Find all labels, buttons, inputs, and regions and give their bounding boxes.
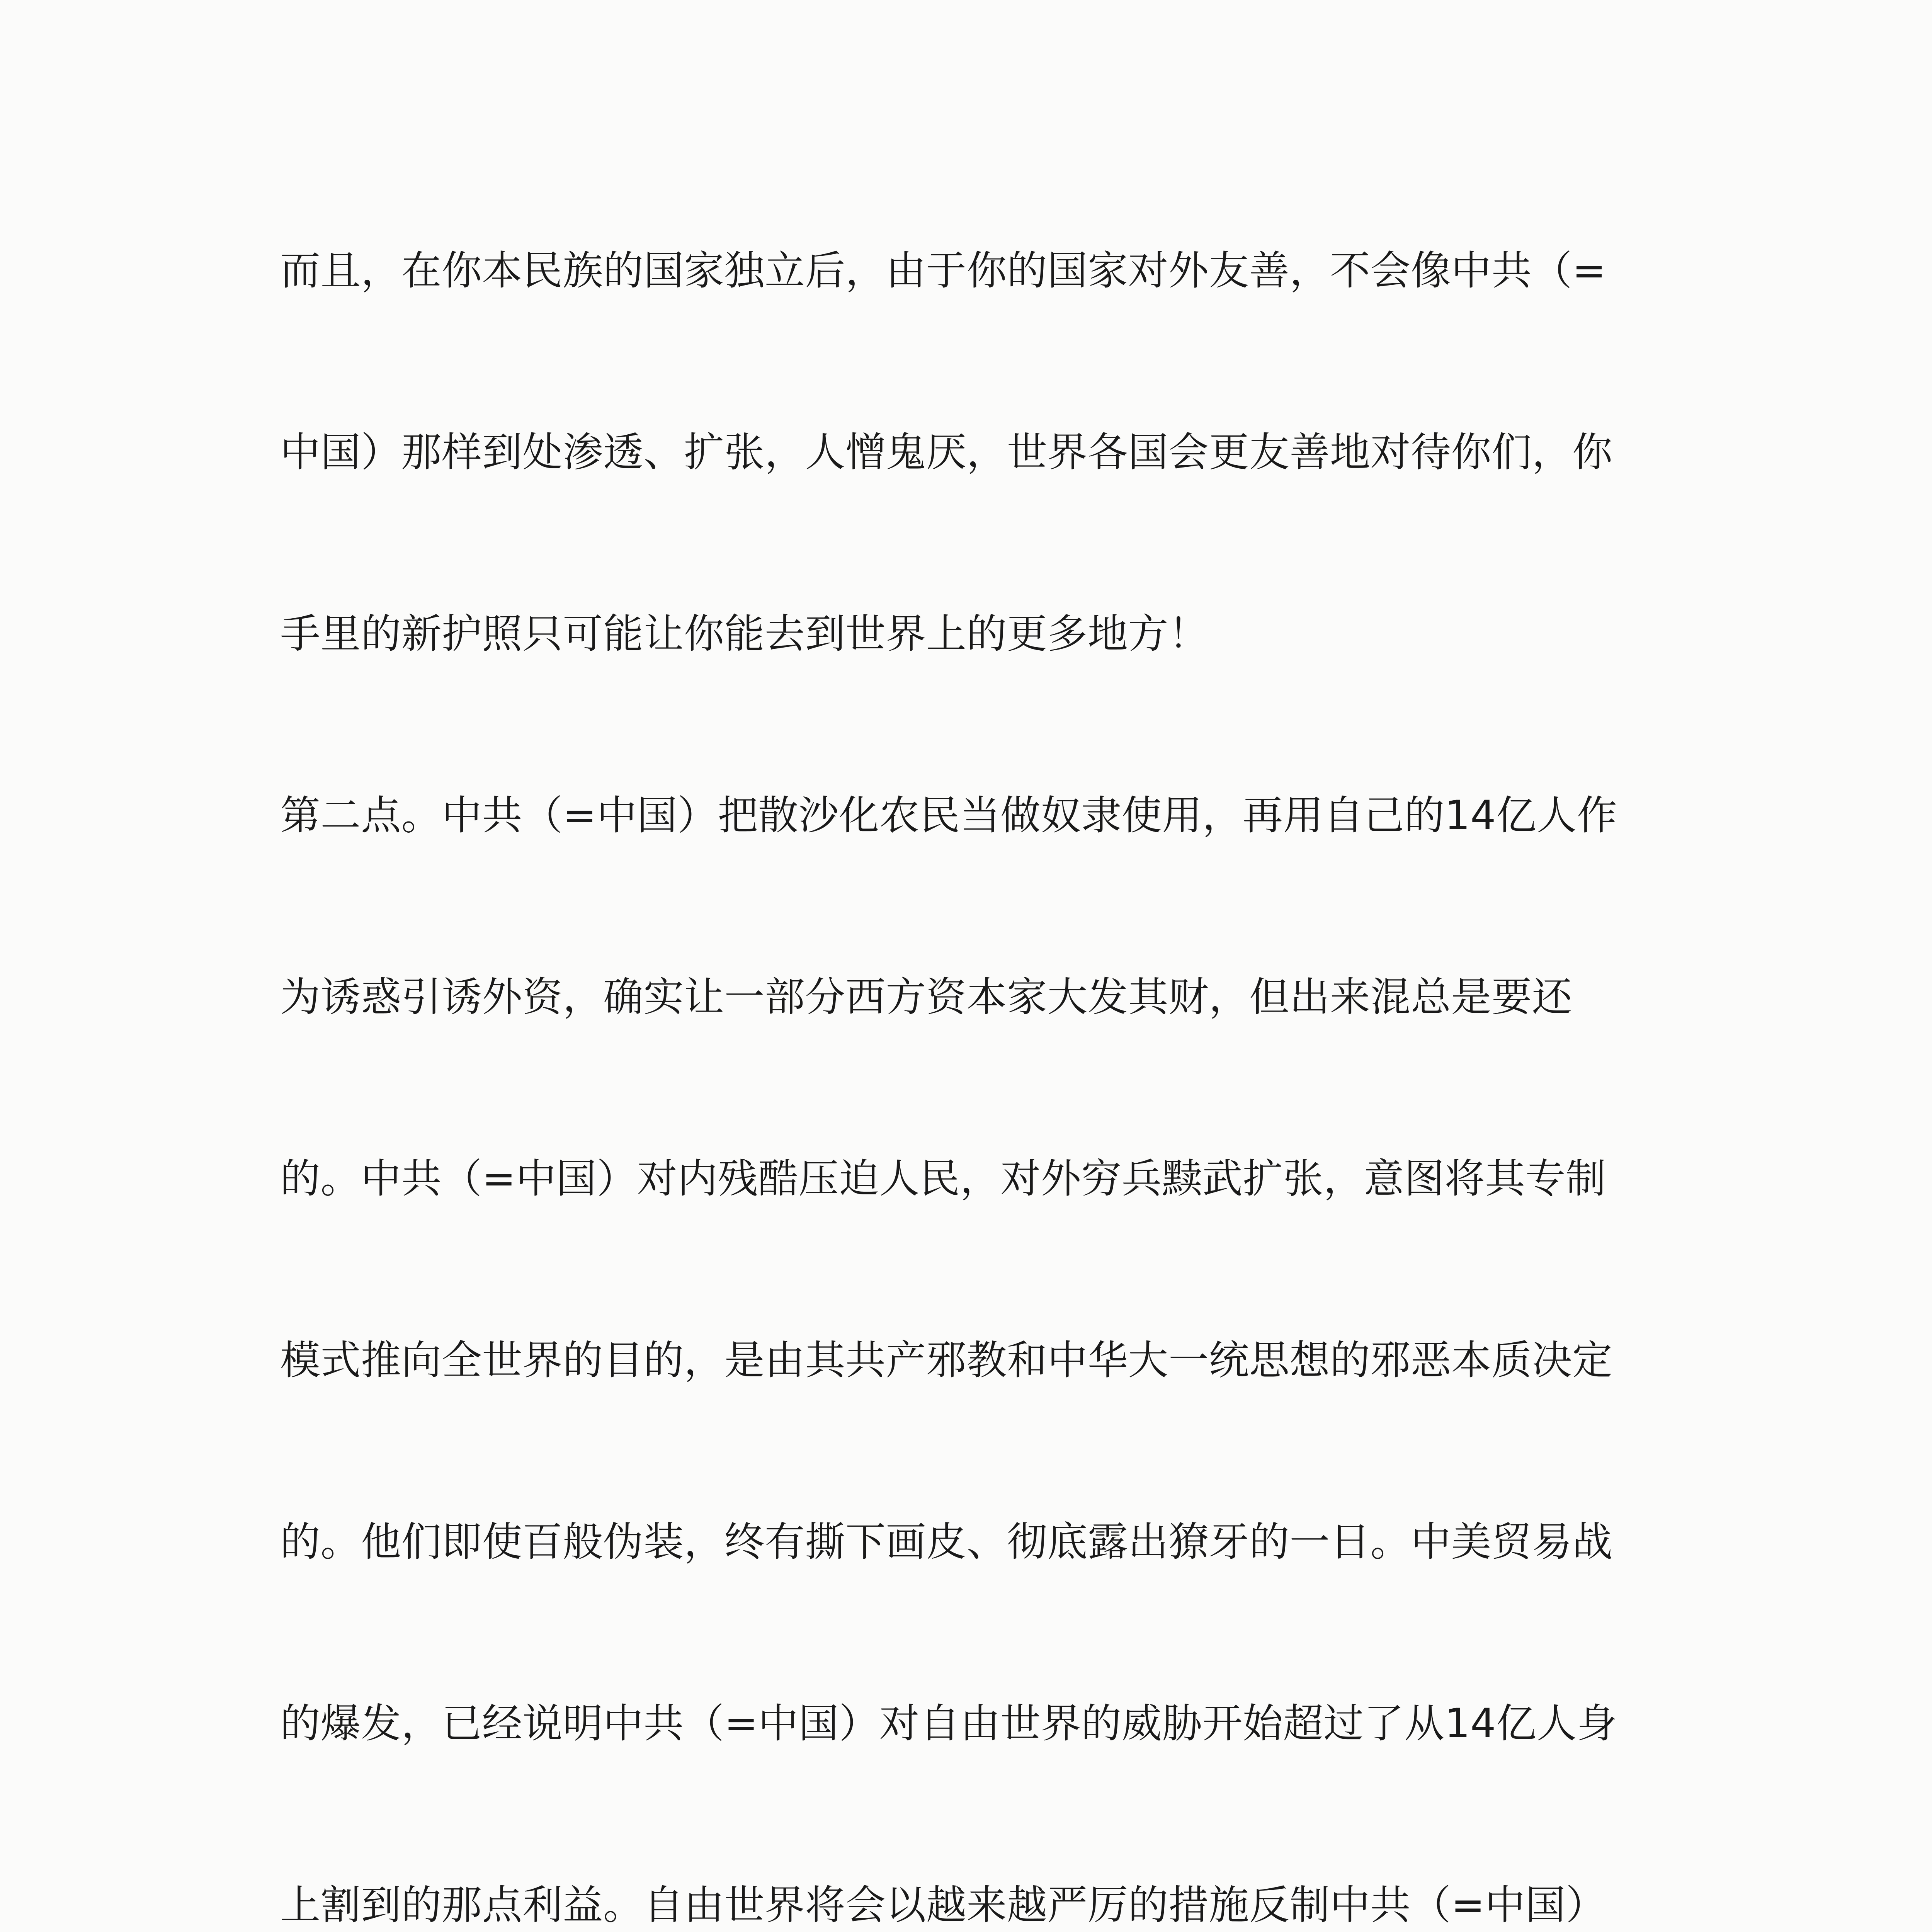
text-line: 的。他们即使百般伪装，终有撕下画皮、彻底露出獠牙的一日。中美贸易战 bbox=[280, 1518, 1613, 1565]
text-line: 模式推向全世界的目的，是由其共产邪教和中华大一统思想的邪恶本质决定 bbox=[280, 1337, 1613, 1384]
text-line: 的。中共（=中国）对内残酷压迫人民，对外穷兵黩武扩张，意图将其专制 bbox=[280, 1155, 1606, 1202]
text-line: 第二点。中共（=中国）把散沙化农民当做奴隶使用，再用自己的14亿人作 bbox=[280, 792, 1617, 839]
text-line: 手里的新护照只可能让你能去到世界上的更多地方！ bbox=[280, 610, 1209, 657]
text-line: 的爆发，已经说明中共（=中国）对自由世界的威胁开始超过了从14亿人身 bbox=[280, 1700, 1617, 1747]
text-line: 上割到的那点利益。自由世界将会以越来越严厉的措施反制中共（=中国） bbox=[280, 1881, 1606, 1929]
text-line: 而且，在你本民族的国家独立后，由于你的国家对外友善，不会像中共（= bbox=[280, 247, 1606, 294]
text-line: 为诱惑引诱外资，确实让一部分西方资本家大发其财，但出来混总是要还 bbox=[280, 973, 1573, 1020]
text-line: 中国）那样到处渗透、扩张，人憎鬼厌，世界各国会更友善地对待你们，你 bbox=[280, 429, 1613, 476]
